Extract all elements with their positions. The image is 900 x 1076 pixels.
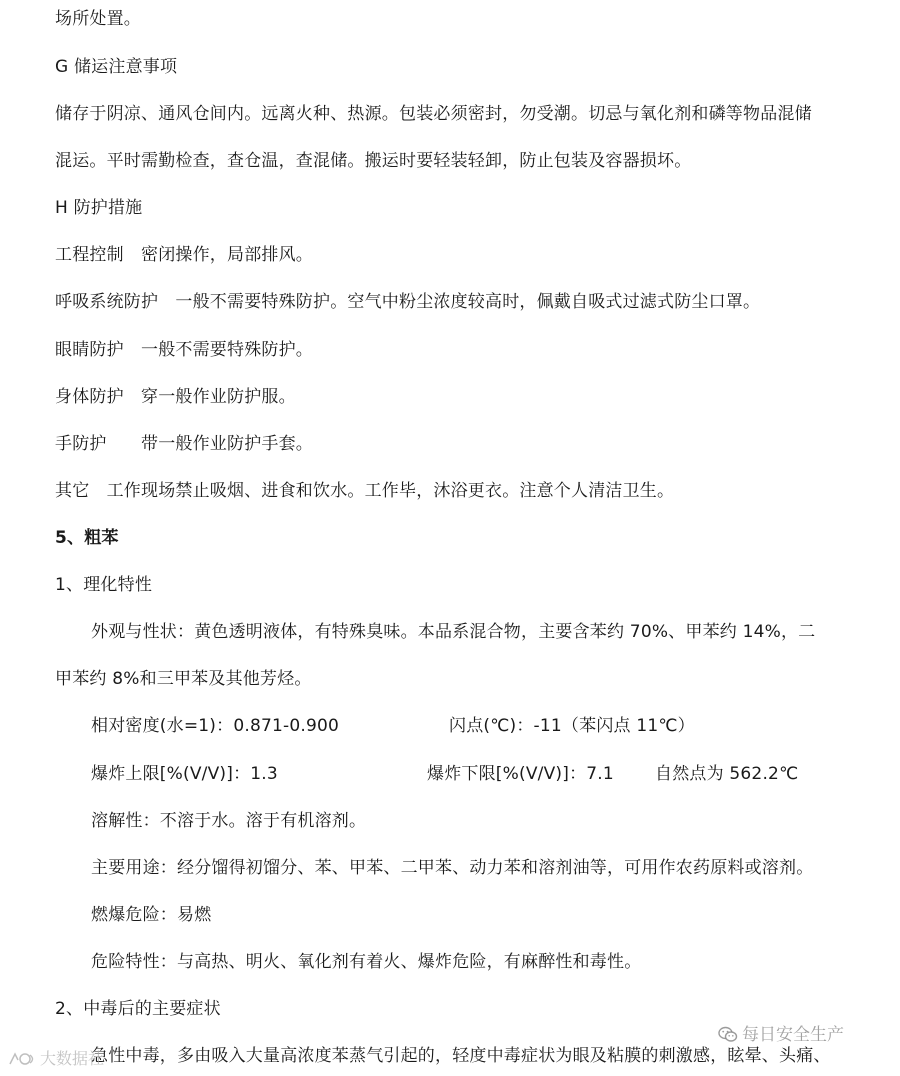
- text-line: 外观与性状：黄色透明液体，有特殊臭味。本品系混合物，主要含苯约 70%、甲苯约 14%，二: [91, 622, 816, 642]
- text-line: 甲苯约 8%和三甲苯及其他芳烃。: [55, 669, 312, 689]
- section-heading-g: G 储运注意事项: [55, 57, 178, 77]
- text-line: 危险特性：与高热、明火、氧化剂有着火、爆炸危险，有麻醉性和毒性。: [91, 952, 642, 972]
- text-line: 其它 工作现场禁止吸烟、进食和饮水。工作毕，沐浴更衣。注意个人清洁卫生。: [55, 481, 675, 501]
- flash-point-text: 闪点(℃)：-11（苯闪点 11℃）: [449, 716, 695, 736]
- text-line: 呼吸系统防护 一般不需要特殊防护。空气中粉尘浓度较高时，佩戴自吸式过滤式防尘口罩。: [55, 292, 761, 312]
- text-line: 急性中毒，多由吸入大量高浓度苯蒸气引起的，轻度中毒症状为眼及粘膜的刺激感，眩晕、头痛、: [91, 1046, 831, 1066]
- subsection-heading: 2、中毒后的主要症状: [55, 999, 221, 1019]
- watermark-right-text: 每日安全生产: [742, 1025, 844, 1045]
- text-line: 手防护 带一般作业防护手套。: [55, 434, 313, 454]
- section-heading-h: H 防护措施: [55, 198, 143, 218]
- density-text: 相对密度(水=1)：0.871-0.900: [91, 716, 339, 736]
- text-line: 主要用途：经分馏得初馏分、苯、甲苯、二甲苯、动力苯和溶剂油等，可用作农药原料或溶剂。: [91, 858, 814, 878]
- property-row: [91, 762, 811, 786]
- wechat-icon: [718, 1026, 738, 1048]
- text-line: 工程控制 密闭操作，局部排风。: [55, 245, 313, 265]
- watermark-left-text: 大数据社: [40, 1049, 105, 1068]
- text-line: 燃爆危险：易燃: [91, 905, 212, 925]
- upper-limit-text: 爆炸上限[%(V/V)]：1.3: [91, 764, 278, 784]
- autoignition-text: 自然点为 562.2℃: [655, 764, 799, 784]
- watermark-right: [718, 1020, 844, 1048]
- subsection-heading: 1、理化特性: [55, 575, 153, 595]
- watermark-left: [8, 1046, 104, 1071]
- text-line: 溶解性：不溶于水。溶于有机溶剂。: [91, 811, 367, 831]
- text-line: 身体防护 穿一般作业防护服。: [55, 387, 296, 407]
- text-line: 储存于阴凉、通风仓间内。远离火种、热源。包装必须密封，勿受潮。切忌与氧化剂和磷等物品混储: [55, 104, 812, 124]
- section-heading-crude-benzene: 5、粗苯: [55, 528, 119, 548]
- lower-limit-text: 爆炸下限[%(V/V)]：7.1: [427, 764, 614, 784]
- logo-icon: [8, 1051, 36, 1071]
- text-line: 混运。平时需勤检查，查仓温，查混储。搬运时要轻装轻卸，防止包装及容器损坏。: [55, 151, 692, 171]
- text-line: 场所处置。: [55, 9, 141, 29]
- property-row: [91, 714, 791, 738]
- text-line: 眼睛防护 一般不需要特殊防护。: [55, 340, 313, 360]
